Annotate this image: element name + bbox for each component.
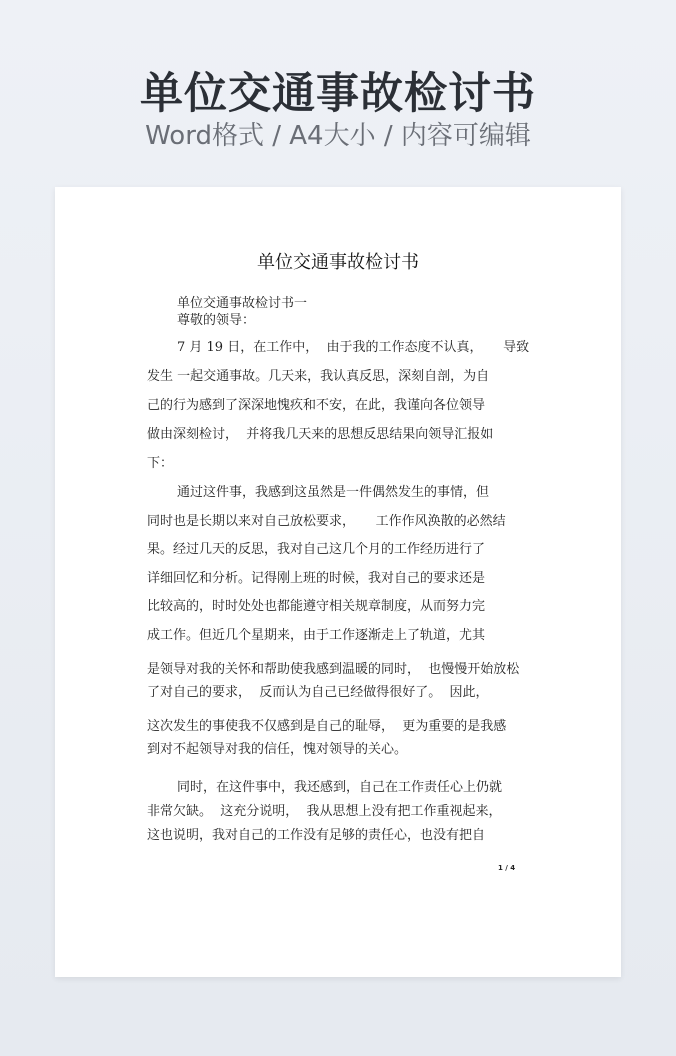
banner-subtitle: Word格式 / A4大小 / 内容可编辑	[145, 121, 531, 151]
document-line: 发生 一起交通事故。几天来，我认真反思，深刻自剖，为自	[147, 369, 490, 384]
document-line: 详细回忆和分析。记得刚上班的时候，我对自己的要求还是	[147, 571, 486, 586]
document-title: 单位交通事故检讨书	[257, 252, 419, 273]
document-line: 尊敬的领导：	[177, 313, 256, 328]
document-line: 是领导对我的关怀和帮助使我感到温暖的同时， 也慢慢开始放松	[147, 662, 520, 677]
document-line: 做由深刻检讨， 并将我几天来的思想反思结果向领导汇报如	[147, 427, 494, 442]
document-page	[55, 187, 621, 977]
document-line: 成工作。但近几个星期来，由于工作逐渐走上了轨道，尤其	[147, 628, 486, 643]
banner-title: 单位交通事故检讨书	[140, 69, 536, 119]
document-line: 同时也是长期以来对自己放松要求， 工作作风涣散的必然结	[147, 514, 506, 529]
document-line: 7 月 19 日，在工作中， 由于我的工作态度不认真， 导致	[177, 340, 530, 355]
document-line: 同时，在这件事中，我还感到，自己在工作责任心上仍就	[177, 780, 503, 795]
document-line: 了对自己的要求， 反而认为自己已经做得很好了。 因此，	[147, 685, 489, 700]
document-line: 到对不起领导对我的信任，愧对领导的关心。	[147, 742, 408, 757]
document-line: 通过这件事，我感到这虽然是一件偶然发生的事情，但	[177, 485, 490, 500]
document-line: 这次发生的事使我不仅感到是自己的耻辱， 更为重要的是我感	[147, 719, 507, 734]
document-line: 单位交通事故检讨书一	[177, 296, 308, 311]
page-number: 1 / 4	[498, 864, 516, 872]
document-line: 己的行为感到了深深地愧疚和不安，在此，我谨向各位领导	[147, 398, 486, 413]
document-line: 果。经过几天的反思，我对自己这几个月的工作经历进行了	[147, 542, 486, 557]
document-line: 非常欠缺。 这充分说明， 我从思想上没有把工作重视起来，	[147, 804, 502, 819]
document-line: 比较高的，时时处处也都能遵守相关规章制度，从而努力完	[147, 599, 486, 614]
document-line: 这也说明，我对自己的工作没有足够的责任心，也没有把自	[147, 828, 486, 843]
document-line: 下：	[147, 456, 174, 471]
